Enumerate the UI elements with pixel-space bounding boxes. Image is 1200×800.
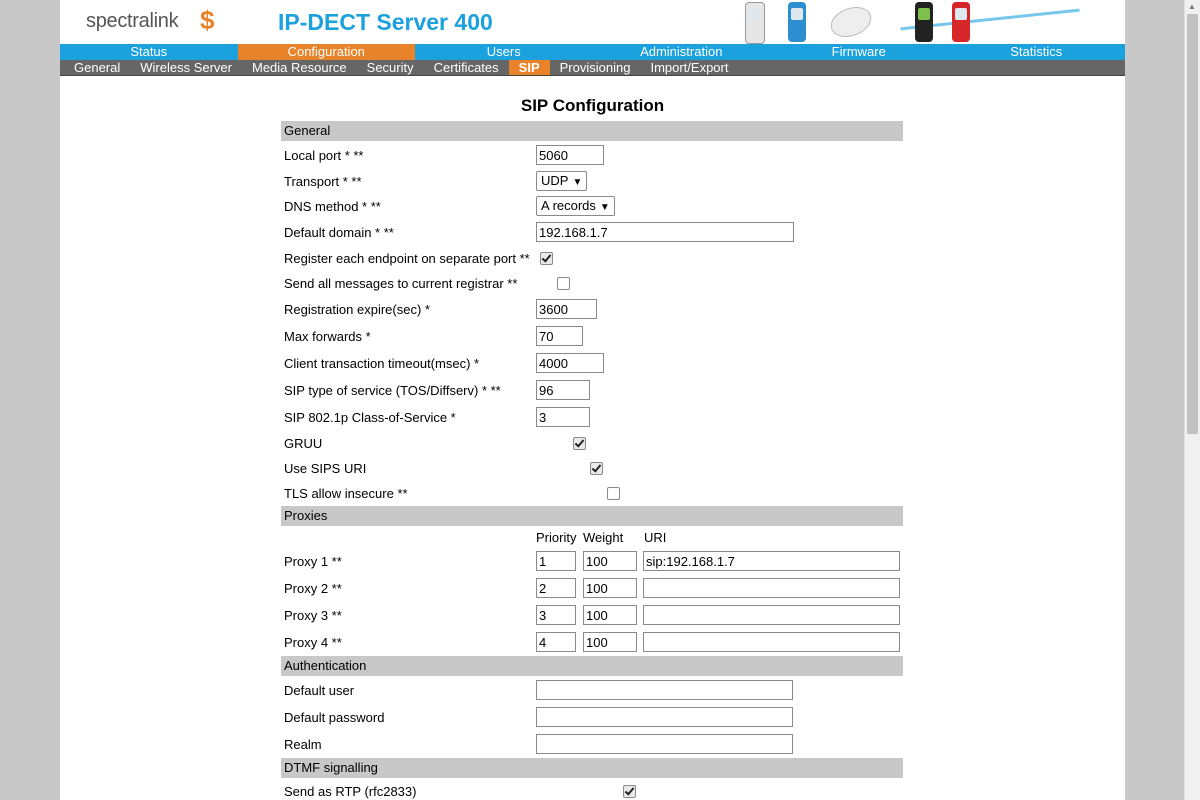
local-port-input[interactable] <box>536 145 604 165</box>
handset-blue-icon <box>788 2 806 42</box>
register-each-endpoint-checkbox[interactable] <box>540 252 553 265</box>
proxy-2-label: Proxy 2 ** <box>284 581 342 596</box>
default-domain-input[interactable] <box>536 222 794 242</box>
proxy-3-priority-input[interactable] <box>536 605 576 625</box>
uri-column-header: URI <box>644 530 667 545</box>
page-title: SIP Configuration <box>520 96 665 115</box>
handset-white-icon <box>745 2 765 44</box>
dropdown-arrow-icon: ▼ <box>572 177 583 188</box>
sip-tos-input[interactable] <box>536 380 590 400</box>
handset-red-icon <box>952 2 970 42</box>
tab-administration[interactable]: Administration <box>640 44 723 59</box>
proxy-2-uri-input[interactable] <box>643 578 900 598</box>
proxy-2-priority-input[interactable] <box>536 578 576 598</box>
dropdown-arrow-icon: ▼ <box>599 202 610 213</box>
gruu-label: GRUU <box>284 436 323 451</box>
realm-label: Realm <box>284 737 322 752</box>
sip-config-form <box>281 121 903 799</box>
tab-configuration[interactable]: Configuration <box>238 44 416 60</box>
dns-method-label: DNS method * ** <box>284 199 381 214</box>
registration-expire-input[interactable] <box>536 299 597 319</box>
product-title: IP-DECT Server 400 <box>278 9 493 35</box>
primary-nav <box>60 44 1125 60</box>
transport-select[interactable] <box>536 171 587 191</box>
subtab-sip[interactable]: SIP <box>509 60 550 75</box>
scroll-up-arrow-icon[interactable]: ▲ <box>1188 2 1196 11</box>
transport-label: Transport * ** <box>284 174 362 189</box>
max-forwards-input[interactable] <box>536 326 583 346</box>
logo-mark-icon: $ <box>200 5 215 35</box>
dns-method-select[interactable] <box>536 196 615 216</box>
proxy-4-uri-input[interactable] <box>643 632 900 652</box>
register-each-endpoint-label: Register each endpoint on separate port ** <box>284 251 530 266</box>
subtab-general[interactable]: General <box>74 60 121 75</box>
sip-cos-input[interactable] <box>536 407 590 427</box>
send-all-messages-checkbox[interactable] <box>557 277 570 290</box>
proxy-1-uri-input[interactable] <box>643 551 900 571</box>
devices-banner-image <box>720 0 1020 44</box>
tab-users[interactable]: Users <box>486 44 521 59</box>
header <box>60 0 1125 44</box>
proxy-1-weight-input[interactable] <box>583 551 637 571</box>
subtab-media-resource[interactable]: Media Resource <box>252 60 347 75</box>
section-header-proxies: Proxies <box>281 506 903 526</box>
handset-black-icon <box>915 2 933 42</box>
section-header-dtmf: DTMF signalling <box>281 758 903 778</box>
subtab-provisioning[interactable]: Provisioning <box>559 60 631 75</box>
default-password-label: Default password <box>284 710 385 725</box>
subtab-wireless-server[interactable]: Wireless Server <box>140 60 232 75</box>
subtab-import-export[interactable]: Import/Export <box>650 60 729 75</box>
section-header-authentication: Authentication <box>281 656 903 676</box>
tls-allow-insecure-checkbox[interactable] <box>607 487 620 500</box>
proxy-4-priority-input[interactable] <box>536 632 576 652</box>
page <box>60 0 1125 800</box>
proxy-1-label: Proxy 1 ** <box>284 554 342 569</box>
vertical-scrollbar[interactable] <box>1184 0 1200 800</box>
default-password-input[interactable] <box>536 707 793 727</box>
transport-value: UDP <box>541 173 569 188</box>
proxy-3-uri-input[interactable] <box>643 605 900 625</box>
scrollbar-thumb[interactable] <box>1187 14 1198 434</box>
local-port-label: Local port * ** <box>284 148 364 163</box>
default-user-label: Default user <box>284 683 355 698</box>
client-transaction-timeout-input[interactable] <box>536 353 604 373</box>
send-as-rtp-checkbox[interactable] <box>623 785 636 798</box>
sip-cos-label: SIP 802.1p Class-of-Service * <box>284 410 456 425</box>
client-transaction-timeout-label: Client transaction timeout(msec) * <box>284 356 480 371</box>
base-station-icon <box>826 2 875 43</box>
default-domain-label: Default domain * ** <box>284 225 394 240</box>
use-sips-uri-label: Use SIPS URI <box>284 461 367 476</box>
section-header-general: General <box>281 121 903 141</box>
proxy-2-weight-input[interactable] <box>583 578 637 598</box>
send-all-messages-label: Send all messages to current registrar ** <box>284 276 518 291</box>
secondary-nav <box>60 60 1125 76</box>
logo-text: spectralink <box>86 10 179 32</box>
subtab-certificates[interactable]: Certificates <box>433 60 499 75</box>
gruu-checkbox[interactable] <box>573 437 586 450</box>
default-user-input[interactable] <box>536 680 793 700</box>
registration-expire-label: Registration expire(sec) * <box>284 302 430 317</box>
dns-method-value: A records <box>541 198 596 213</box>
tab-status[interactable]: Status <box>130 44 168 59</box>
proxy-3-label: Proxy 3 ** <box>284 608 342 623</box>
tab-firmware[interactable]: Firmware <box>831 44 886 59</box>
proxy-3-weight-input[interactable] <box>583 605 637 625</box>
send-as-rtp-label: Send as RTP (rfc2833) <box>284 784 417 799</box>
subtab-security[interactable]: Security <box>366 60 414 75</box>
tab-statistics[interactable]: Statistics <box>1010 44 1063 59</box>
proxy-4-label: Proxy 4 ** <box>284 635 342 650</box>
weight-column-header: Weight <box>583 530 624 545</box>
use-sips-uri-checkbox[interactable] <box>590 462 603 475</box>
tls-allow-insecure-label: TLS allow insecure ** <box>284 486 408 501</box>
realm-input[interactable] <box>536 734 793 754</box>
proxy-1-priority-input[interactable] <box>536 551 576 571</box>
spectralink-logo <box>86 5 215 35</box>
max-forwards-label: Max forwards * <box>284 329 371 344</box>
priority-column-header: Priority <box>536 530 577 545</box>
sip-tos-label: SIP type of service (TOS/Diffserv) * ** <box>284 383 501 398</box>
proxy-4-weight-input[interactable] <box>583 632 637 652</box>
